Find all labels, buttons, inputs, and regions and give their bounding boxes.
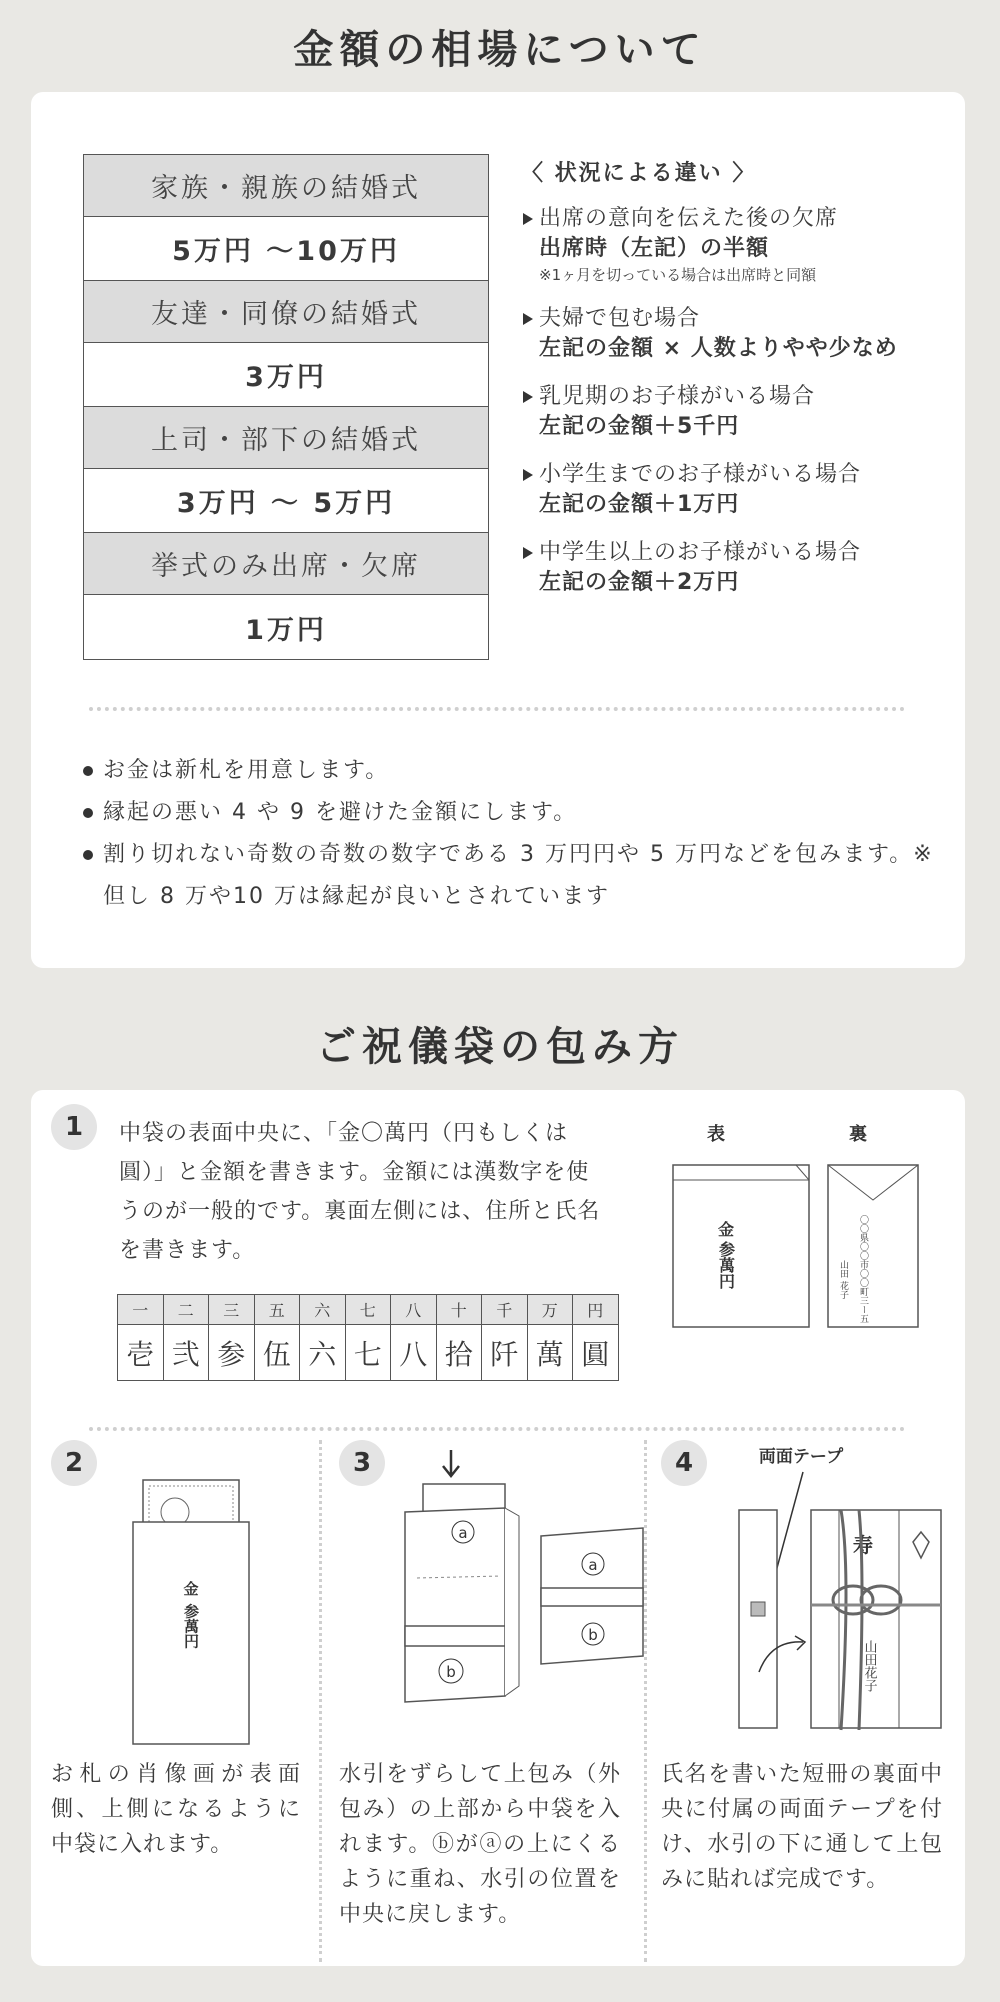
kanji-plain: 一 [118,1295,164,1325]
front-amount: 参萬円 [716,1241,736,1289]
kanji-plain: 六 [300,1295,346,1325]
price-amount: 3万円 〜 5万円 [84,469,488,533]
kanji-formal: 拾 [436,1325,482,1381]
kanji-plain: 五 [254,1295,300,1325]
tip-item: お金は新札を用意します。 [81,750,941,792]
condition-item [521,304,951,364]
condition-value: 左記の金額＋1万円 [539,492,740,517]
price-amount: 3万円 [84,343,488,407]
price-table [83,154,489,660]
kanji-plain: 七 [345,1295,391,1325]
kanji-formal: 萬 [527,1325,573,1381]
kanji-formal: 弐 [163,1325,209,1381]
kanji-plain: 八 [391,1295,437,1325]
kanji-formal: 伍 [254,1325,300,1381]
kanji-plain: 三 [209,1295,255,1325]
kanji-plain: 円 [573,1295,619,1325]
envelope-back [828,1165,918,1327]
step2-text: お札の肖像画が表面側、上側になるように中袋に入れます。 [51,1762,301,1857]
mark-a: a [588,1556,598,1574]
back-address: 〇〇県〇〇市〇〇町三ー五 [858,1215,868,1323]
amount-card [31,92,965,968]
tape-label: 両面テープ [758,1447,844,1467]
dotted-divider [89,1427,905,1431]
condition-value: 左記の金額 × 人数よりやや少なめ [539,336,898,361]
price-category: 家族・親族の結婚式 [84,155,488,217]
mark-b: b [588,1626,598,1644]
condition-value: 左記の金額＋2万円 [539,570,740,595]
kanji-formal: 壱 [118,1325,164,1381]
column-divider [319,1440,322,1962]
back-name: 山田 花子 [838,1260,848,1299]
wrapping-card [31,1090,965,1966]
condition-item [521,460,951,520]
price-category: 友達・同僚の結婚式 [84,281,488,343]
kanji-formal: 参 [209,1325,255,1381]
dotted-divider [89,707,905,711]
condition-value: 出席時（左記）の半額 [539,236,770,261]
inserting-envelope-illustration [381,1446,661,1746]
kanji-formal: 八 [391,1325,437,1381]
column-divider [644,1440,647,1962]
condition-label: 小学生までのお子様がいる場合 [521,460,951,490]
price-amount: 5万円 〜10万円 [84,217,488,281]
kanji-plain: 十 [436,1295,482,1325]
price-category: 挙式のみ出席・欠席 [84,533,488,595]
condition-item [521,382,951,442]
condition-label: 中学生以上のお子様がいる場合 [521,538,951,568]
condition-label: 夫婦で包む場合 [521,304,951,334]
step1-text: 中袋の表面中央に、「金〇萬円（円もしくは圓）」と金額を書きます。金額には漢数字を使うのが一般的です。裏面左側には、住所と氏名を書きます。 [119,1121,601,1263]
kanji-formal: 六 [300,1325,346,1381]
step4-text: 氏名を書いた短冊の裏面中央に付属の両面テープを付け、水引の下に通して上包みに貼れば完成です。 [661,1762,943,1892]
step-number: 2 [51,1440,97,1486]
price-category: 上司・部下の結婚式 [84,407,488,469]
condition-value: 左記の金額＋5千円 [539,414,740,439]
tanzaku-name: 山田花子 [861,1640,877,1692]
tip-item: 縁起の悪い 4 や 9 を避けた金額にします。 [81,792,941,834]
condition-item [521,204,951,286]
tips-list [81,750,941,918]
condition-note: ※1ヶ月を切っている場合は出席時と同額 [539,266,817,284]
step3-text: 水引をずらして上包み（外包み）の上部から中袋を入れます。ⓑがⓐの上にくるように重ね、水引の位置を中央に戻します。 [339,1762,621,1927]
price-amount: 1万円 [84,595,488,659]
step-number: 1 [51,1104,97,1150]
condition-label: 出席の意向を伝えた後の欠席 [521,204,951,234]
front-label: 表 [707,1124,725,1145]
front-kin: 金 [717,1220,735,1239]
tanzaku-attach-illustration [691,1440,951,1740]
bill-in-envelope-illustration [131,1478,251,1748]
kanji-formal: 七 [345,1325,391,1381]
section-title-amount: 金額の相場について [293,27,707,73]
kanji-plain: 万 [527,1295,573,1325]
kanji-plain: 千 [482,1295,528,1325]
section-title-wrapping: ご祝儀袋の包み方 [316,1024,684,1070]
kotobuki-label: 寿 [853,1533,873,1557]
back-label: 裏 [849,1124,867,1145]
envelope-amount: 参萬円 [182,1603,200,1649]
conditions-list [521,204,951,616]
envelope-front-back-illustration [671,1120,921,1330]
kanji-formal: 阡 [482,1325,528,1381]
tip-item: 割り切れない奇数の奇数の数字である 3 万円円や 5 万円などを包みます。※但し 8 万や10 万は縁起が良いとされています [81,834,941,918]
step-number: 3 [339,1440,385,1486]
conditions-heading: 〈 状況による違い 〉 [521,161,757,186]
kanji-plain: 二 [163,1295,209,1325]
mark-b: b [446,1663,456,1681]
kanji-formal: 圓 [573,1325,619,1381]
kanji-numeral-table [117,1294,619,1381]
envelope-kin: 金 [183,1580,199,1598]
condition-label: 乳児期のお子様がいる場合 [521,382,951,412]
envelope-front [673,1165,809,1327]
mark-a: a [458,1524,468,1542]
condition-item [521,538,951,598]
step-number: 4 [661,1440,707,1486]
